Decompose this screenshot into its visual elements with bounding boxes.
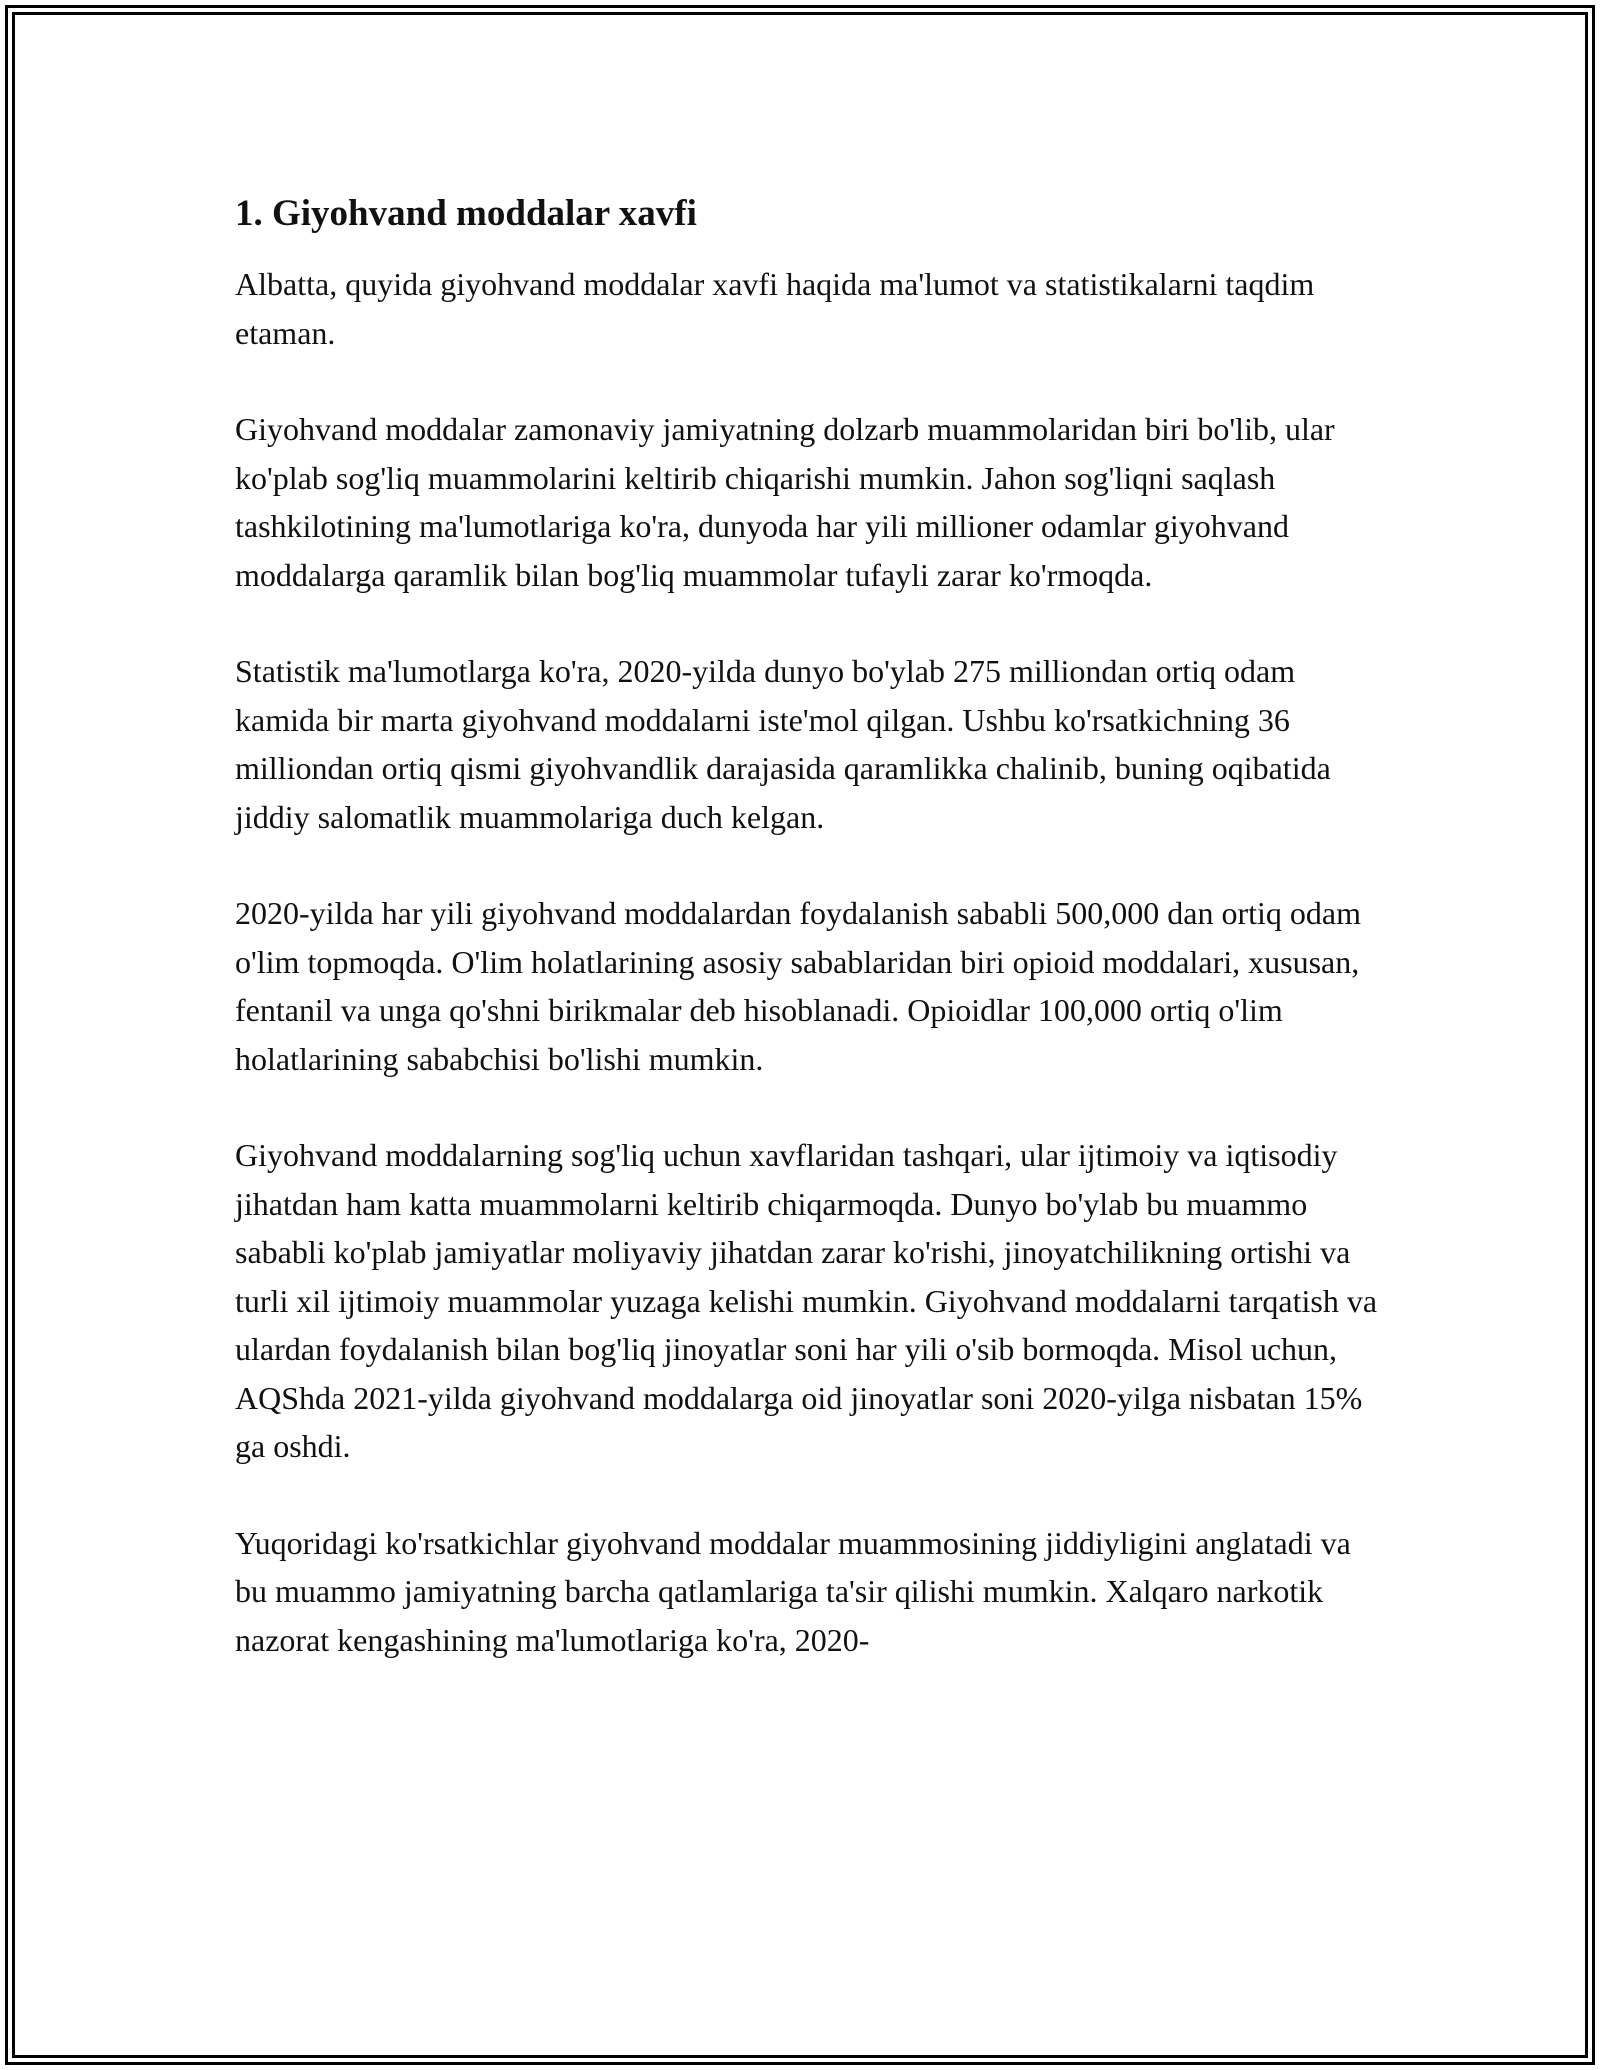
paragraph-intro: Albatta, quyida giyohvand moddalar xavfi haqida ma'lumot va statistikalarni taqdim etaman.: [235, 266, 1315, 351]
paragraph-conclusion: Yuqoridagi ko'rsatkichlar giyohvand moddalar muammosining jiddiyligini anglatadi va bu muammo jamiyatning barcha qatlamlariga ta'sir qilishi mumkin. Xalqaro narkotik nazorat kengashining ma'lumotlariga ko'ra, 2020-: [235, 1524, 1351, 1658]
paragraph-deaths: 2020-yilda har yili giyohvand moddalardan foydalanish sababli 500,000 dan ortiq odam o'lim topmoqda. O'lim holatlarining asosiy sabablaridan biri opioid moddalari, xususan, fentanil va unga qo'shni birikmalar deb hisoblanadi. Opioidlar 100,000 ortiq o'lim holatlarining sababchisi bo'lishi mumkin.: [235, 895, 1361, 1077]
document-body: [235, 190, 1385, 1712]
paragraph-social-impact: Giyohvand moddalarning sog'liq uchun xavflaridan tashqari, ular ijtimoiy va iqtisodiy jihatdan ham katta muammolarni keltirib chiqarmoqda. Dunyo bo'ylab bu muammo sababli ko'plab jamiyatlar moliyaviy jihatdan zarar ko'rishi, jinoyatchilikning ortishi va turli xil ijtimoiy muammolar yuzaga kelishi mumkin. Giyohvand moddalarni tarqatish va ulardan foydalanish bilan bog'liq jinoyatlar soni har yili o'sib bormoqda. Misol uchun, AQShda 2021-yilda giyohvand moddalarga oid jinoyatlar soni 2020-yilga nisbatan 15% ga oshdi.: [235, 1137, 1378, 1464]
page-title: 1. Giyohvand moddalar xavfi: [235, 193, 697, 234]
paragraph-overview: Giyohvand moddalar zamonaviy jamiyatning dolzarb muammolaridan biri bo'lib, ular ko'plab sog'liq muammolarini keltirib chiqarishi mumkin. Jahon sog'liqni saqlash tashkilotining ma'lumotlariga ko'ra, dunyoda har yili millioner odamlar giyohvand moddalarga qaramlik bilan bog'liq muammolar tufayli zarar ko'rmoqda.: [235, 411, 1335, 593]
paragraph-statistics: Statistik ma'lumotlarga ko'ra, 2020-yilda dunyo bo'ylab 275 milliondan ortiq odam kamida bir marta giyohvand moddalarni iste'mol qilgan. Ushbu ko'rsatkichning 36 milliondan ortiq qismi giyohvandlik darajasida qaramlikka chalinib, buning oqibatida jiddiy salomatlik muammolariga duch kelgan.: [235, 653, 1331, 835]
